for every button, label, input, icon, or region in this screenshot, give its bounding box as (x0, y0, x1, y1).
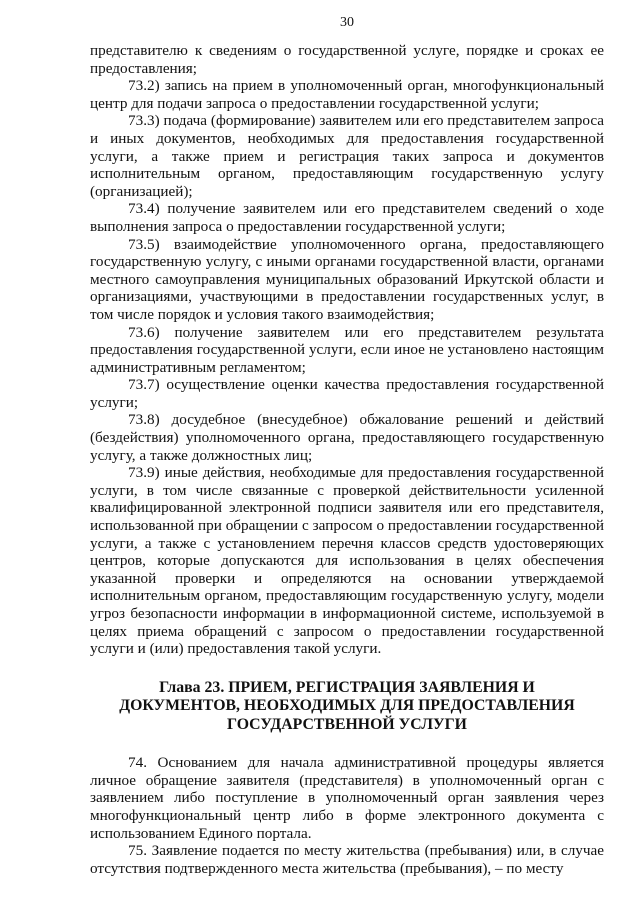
paragraph-73-9: 73.9) иные действия, необходимые для предоставления государственной услуги, в том числе связанные с проверкой действительности усиленной квалифицированной электронной подписи заявителя или его представителя, использованной при обращении с запросом о предоставлении государственной услуги, а также с установлением перечня классов средств удостоверяющих центров, которые допускаются для использования в целях обеспечения указанной проверки и определяются на основании утверждаемой исполнительным органом, предоставляющим государственную услугу, модели угроз безопасности информации в информационной системе, используемой в целях приема обращений с запросом о предоставлении государственной услуги и (или) предоставления такой услуги. (90, 464, 604, 658)
paragraph-continuation: представителю к сведениям о государственной услуге, порядке и сроках ее предоставления; (90, 42, 604, 77)
paragraph-73-4: 73.4) получение заявителем или его представителем сведений о ходе выполнения запроса о предоставлении государственной услуги; (90, 200, 604, 235)
paragraph-73-8: 73.8) досудебное (внесудебное) обжалование решений и действий (бездействия) уполномоченного органа, предоставляющего государственную услугу, а также должностных лиц; (90, 411, 604, 464)
paragraph-73-5: 73.5) взаимодействие уполномоченного органа, предоставляющего государственную услугу, с иными органами государственной власти, органами местного самоуправления муниципальных образований Иркутской области и организациями, участвующими в предоставлении государственных услуг, в том числе порядок и условия такого взаимодействия; (90, 235, 604, 323)
paragraph-75: 75. Заявление подается по месту жительства (пребывания) или, в случае отсутствия подтвержденного места жительства (пребывания), – по месту (90, 842, 604, 877)
paragraph-73-7: 73.7) осуществление оценки качества предоставления государственной услуги; (90, 376, 604, 411)
paragraph-73-2: 73.2) запись на прием в уполномоченный орган, многофункциональный центр для подачи запроса о предоставлении государственной услуги; (90, 77, 604, 112)
paragraph-73-3: 73.3) подача (формирование) заявителем или его представителем запроса и иных документов, необходимых для предоставления государственной услуги, а также прием и регистрация таких запроса и документов исполнительным органом, предоставляющим государственную услугу (организацией); (90, 112, 604, 200)
paragraph-73-6: 73.6) получение заявителем или его представителем результата предоставления государственной услуги, если иное не установлено настоящим административным регламентом; (90, 323, 604, 376)
chapter-heading: Глава 23. ПРИЕМ, РЕГИСТРАЦИЯ ЗАЯВЛЕНИЯ И ДОКУМЕНТОВ, НЕОБХОДИМЫХ ДЛЯ ПРЕДОСТАВЛЕНИЯ ГОСУДАРСТВЕННОЙ УСЛУГИ (119, 678, 575, 733)
document-page (90, 14, 604, 877)
paragraph-74: 74. Основанием для начала административной процедуры является личное обращение заявителя (представителя) в уполномоченный орган с заявлением либо поступление в уполномоченный орган заявления через многофункциональный центр либо в форме электронного документа с использованием Единого портала. (90, 754, 604, 842)
page-number: 30 (340, 15, 354, 30)
